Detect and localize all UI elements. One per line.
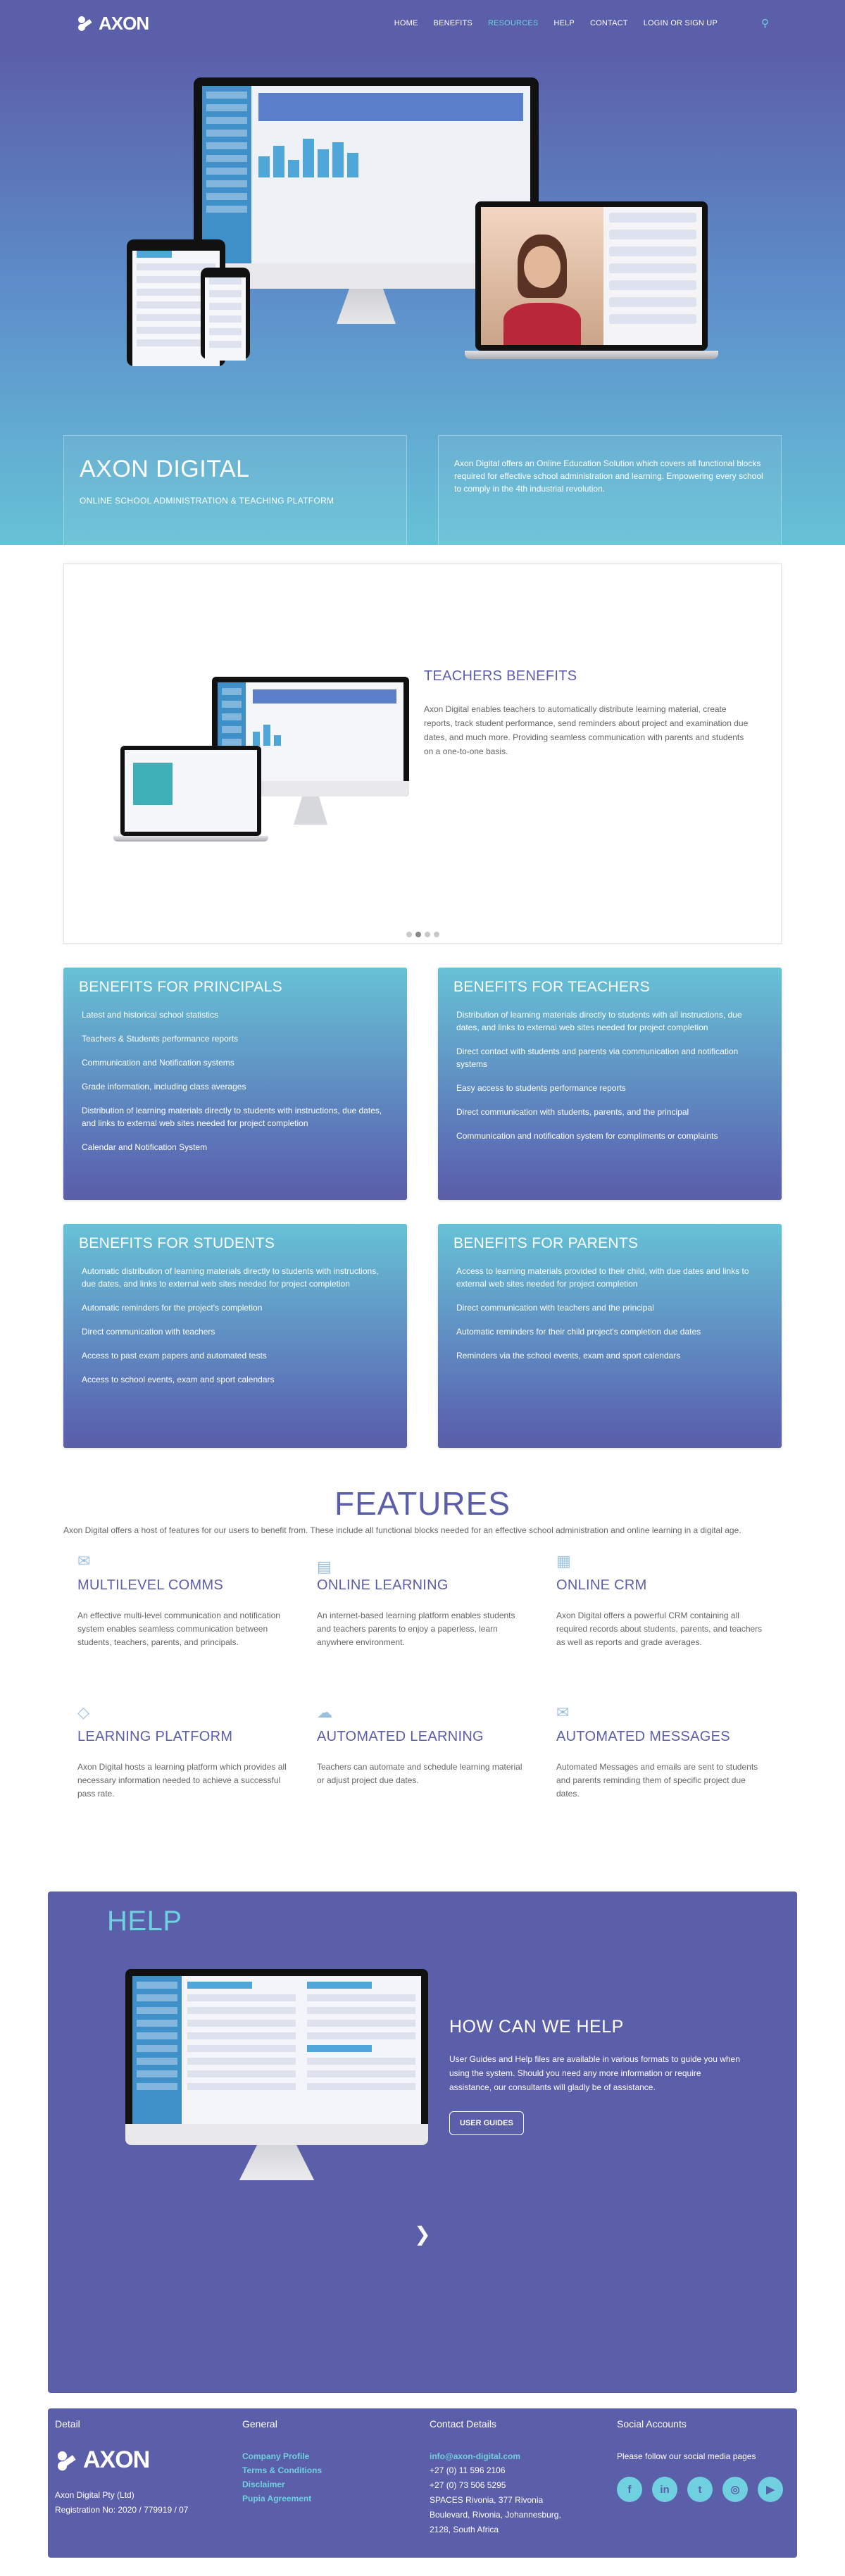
benefits-parents-card [438, 1224, 782, 1448]
list-item: Distribution of learning materials directly to students with all instructions, due dates, and links to external web sites needed for project completion [456, 1010, 742, 1032]
contact-phone: +27 (0) 73 506 5295 [430, 2480, 506, 2490]
slider-dot-active[interactable] [415, 932, 421, 937]
disclaimer-link[interactable]: Disclaimer [242, 2480, 285, 2489]
facebook-icon[interactable]: f [617, 2477, 642, 2502]
footer-social [617, 2418, 804, 2548]
axon-logo-icon [76, 14, 94, 32]
nav-link-benefits[interactable]: BENEFITS [433, 19, 472, 27]
card-title: BENEFITS FOR TEACHERS [453, 979, 650, 995]
contact-email-link[interactable]: info@axon-digital.com [430, 2451, 521, 2461]
footer [48, 2408, 797, 2558]
company-profile-link[interactable]: Company Profile [242, 2451, 310, 2461]
list-item: Automatic distribution of learning materials directly to students with instructions, due dates, and links to external web sites needed for project completion [82, 1266, 379, 1289]
list-item: Access to school events, exam and sport calendars [82, 1375, 275, 1384]
features-intro: Axon Digital offers a host of features for our users to benefit from. These include all functional blocks needed for an effective school administration and online learning in a digital age. [63, 1525, 741, 1535]
hero-title: AXON DIGITAL [80, 456, 250, 482]
feature-text: An effective multi-level communication and notification system enables seamless communication between students, teachers, parents, and principals. [77, 1611, 280, 1647]
list-item: Access to learning materials provided to their child, with due dates and links to external web sites needed for project completion [456, 1266, 749, 1289]
phone-mockup [201, 268, 250, 359]
feature-online-crm [542, 1552, 782, 1703]
logo-text: AXON [99, 12, 149, 34]
hero-devices-image [127, 77, 725, 359]
slider-dot[interactable] [434, 932, 439, 937]
card-title: BENEFITS FOR PRINCIPALS [79, 979, 282, 995]
slider-dot[interactable] [406, 932, 412, 937]
feature-title: LEARNING PLATFORM [77, 1729, 233, 1744]
nav-link-contact[interactable]: CONTACT [589, 19, 628, 27]
feature-text: Axon Digital hosts a learning platform which provides all necessary information needed to achieve a successful pass rate. [77, 1762, 287, 1799]
contact-address: Boulevard, Rivonia, Johannesburg, [430, 2510, 561, 2520]
footer-contact [430, 2418, 617, 2548]
feature-text: Axon Digital offers a powerful CRM containing all required records about students, parents, and teachers as well as reports and grade averages. [556, 1611, 763, 1647]
list-item: Automatic reminders for the project's completion [82, 1303, 263, 1313]
footer-detail [55, 2418, 242, 2548]
nav-link-resources[interactable]: RESOURCES [487, 19, 539, 27]
youtube-icon[interactable]: ▶ [758, 2477, 783, 2502]
slide-title: TEACHERS BENEFITS [424, 668, 577, 684]
contact-phone: +27 (0) 11 596 2106 [430, 2465, 506, 2475]
contact-address: SPACES Rivonia, 377 Rivonia [430, 2495, 544, 2505]
footer-general [242, 2418, 430, 2548]
footer-heading: Social Accounts [617, 2418, 687, 2430]
feature-online-learning [303, 1552, 542, 1703]
list-item: Communication and Notification systems [82, 1058, 234, 1068]
list-item: Direct communication with teachers [82, 1327, 215, 1337]
pupia-agreement-link[interactable]: Pupia Agreement [242, 2494, 312, 2503]
list-item: Distribution of learning materials directly to students with instructions, due dates, and links to external web sites needed for project completion [82, 1106, 382, 1128]
list-item: Access to past exam papers and automated tests [82, 1351, 267, 1361]
footer-logo-text: AXON [83, 2446, 150, 2473]
teachers-devices-image [113, 677, 409, 846]
envelope-icon: ✉ [556, 1703, 570, 1721]
footer-heading: Contact Details [430, 2418, 496, 2430]
card-title: BENEFITS FOR STUDENTS [79, 1235, 275, 1251]
footer-heading: General [242, 2418, 277, 2430]
hero-section [0, 46, 845, 545]
laptop-mockup [465, 201, 718, 360]
search-icon[interactable]: ⚲ [761, 18, 769, 30]
nav-link-help[interactable]: HELP [553, 19, 575, 27]
help-text: User Guides and Help files are available in various formats to guide you when using the system. Should you need any more information or require assistance, our consultants will gladly be of assistance. [449, 2054, 740, 2092]
list-item: Calendar and Notification System [82, 1142, 208, 1152]
slider-dot[interactable] [425, 932, 430, 937]
benefits-principals-card [63, 968, 407, 1200]
axon-logo[interactable] [76, 13, 149, 35]
benefits-teachers-card [438, 968, 782, 1200]
list-item: Teachers & Students performance reports [82, 1034, 239, 1044]
document-icon: ▤ [317, 1558, 332, 1575]
help-monitor-image [125, 1969, 428, 2180]
help-heading: HOW CAN WE HELP [449, 2017, 624, 2037]
list-item: Easy access to students performance reports [456, 1083, 626, 1093]
feature-automated-messages [542, 1703, 782, 1855]
hero-description-box [438, 435, 782, 561]
feature-text: Teachers can automate and schedule learning material or adjust project due dates. [317, 1762, 522, 1785]
feature-text: Automated Messages and emails are sent to students and parents reminding them of specific project due dates. [556, 1762, 758, 1799]
footer-logo [55, 2446, 242, 2474]
instagram-icon[interactable]: ◎ [722, 2477, 748, 2502]
social-text: Please follow our social media pages [617, 2451, 756, 2461]
hero-subtitle: ONLINE SCHOOL ADMINISTRATION & TEACHING PLATFORM [80, 496, 334, 506]
help-title: HELP [107, 1906, 182, 1937]
features-section [63, 1484, 782, 1855]
feature-automated-learning [303, 1703, 542, 1855]
feature-title: AUTOMATED MESSAGES [556, 1729, 730, 1744]
feature-text: An internet-based learning platform enables students and teachers parents to enjoy a paperless, learn anywhere environment. [317, 1611, 515, 1647]
nav-link-login[interactable]: LOGIN OR SIGN UP [643, 19, 718, 27]
list-item: Direct communication with teachers and the principal [456, 1303, 654, 1313]
nav-links [394, 19, 718, 27]
help-section [48, 1892, 797, 2393]
contact-address: 2128, South Africa [430, 2525, 499, 2534]
linkedin-icon[interactable]: in [652, 2477, 677, 2502]
list-item: Latest and historical school statistics [82, 1010, 219, 1020]
layers-icon: ◇ [77, 1703, 89, 1721]
list-item: Direct communication with students, parents, and the principal [456, 1107, 689, 1117]
benefit-cards [63, 968, 782, 1448]
list-item: Grade information, including class averages [82, 1082, 246, 1092]
axon-logo-icon [55, 2449, 79, 2472]
footer-heading: Detail [55, 2418, 80, 2430]
user-guides-button[interactable]: USER GUIDES [449, 2111, 524, 2135]
nav-link-home[interactable]: HOME [394, 19, 418, 27]
benefits-students-card [63, 1224, 407, 1448]
company-name: Axon Digital Pty (Ltd) [55, 2490, 134, 2500]
feature-title: ONLINE LEARNING [317, 1577, 449, 1593]
terms-link[interactable]: Terms & Conditions [242, 2465, 323, 2475]
hero-description: Axon Digital offers an Online Education Solution which covers all functional blocks required for effective school administration and learning. Empowering every school to comply in the 4th industrial revolution. [454, 458, 763, 494]
feature-title: AUTOMATED LEARNING [317, 1729, 484, 1744]
hero-title-box [63, 435, 407, 561]
registration-number: Registration No: 2020 / 779919 / 07 [55, 2505, 189, 2515]
social-icons [617, 2477, 804, 2502]
grid-icon: ▦ [556, 1552, 571, 1570]
slide-text: Axon Digital enables teachers to automatically distribute learning material, create reports, track student performance, send reminders about project and examination due dates, and much more. Providing seamless communication with parents and students on a one-to-one basis. [424, 704, 749, 756]
feature-multilevel-comms [63, 1552, 303, 1703]
features-grid [63, 1552, 782, 1855]
feature-title: MULTILEVEL COMMS [77, 1577, 224, 1593]
features-title: FEATURES [334, 1485, 511, 1522]
chevron-down-icon[interactable]: ❯ [414, 2223, 431, 2245]
twitter-icon[interactable]: t [687, 2477, 713, 2502]
list-item: Reminders via the school events, exam and sport calendars [456, 1351, 681, 1361]
feature-title: ONLINE CRM [556, 1577, 647, 1593]
list-item: Communication and notification system for compliments or complaints [456, 1131, 718, 1141]
chat-icon: ✉ [77, 1552, 91, 1570]
cloud-icon: ☁ [317, 1703, 332, 1721]
list-item: Automatic reminders for their child project's completion due dates [456, 1327, 701, 1337]
list-item: Direct contact with students and parents via communication and notification systems [456, 1046, 739, 1069]
teachers-benefits-slide [63, 563, 782, 944]
card-title: BENEFITS FOR PARENTS [453, 1235, 639, 1251]
feature-learning-platform [63, 1703, 303, 1855]
slider-dots [64, 932, 781, 937]
top-navbar [0, 0, 845, 46]
